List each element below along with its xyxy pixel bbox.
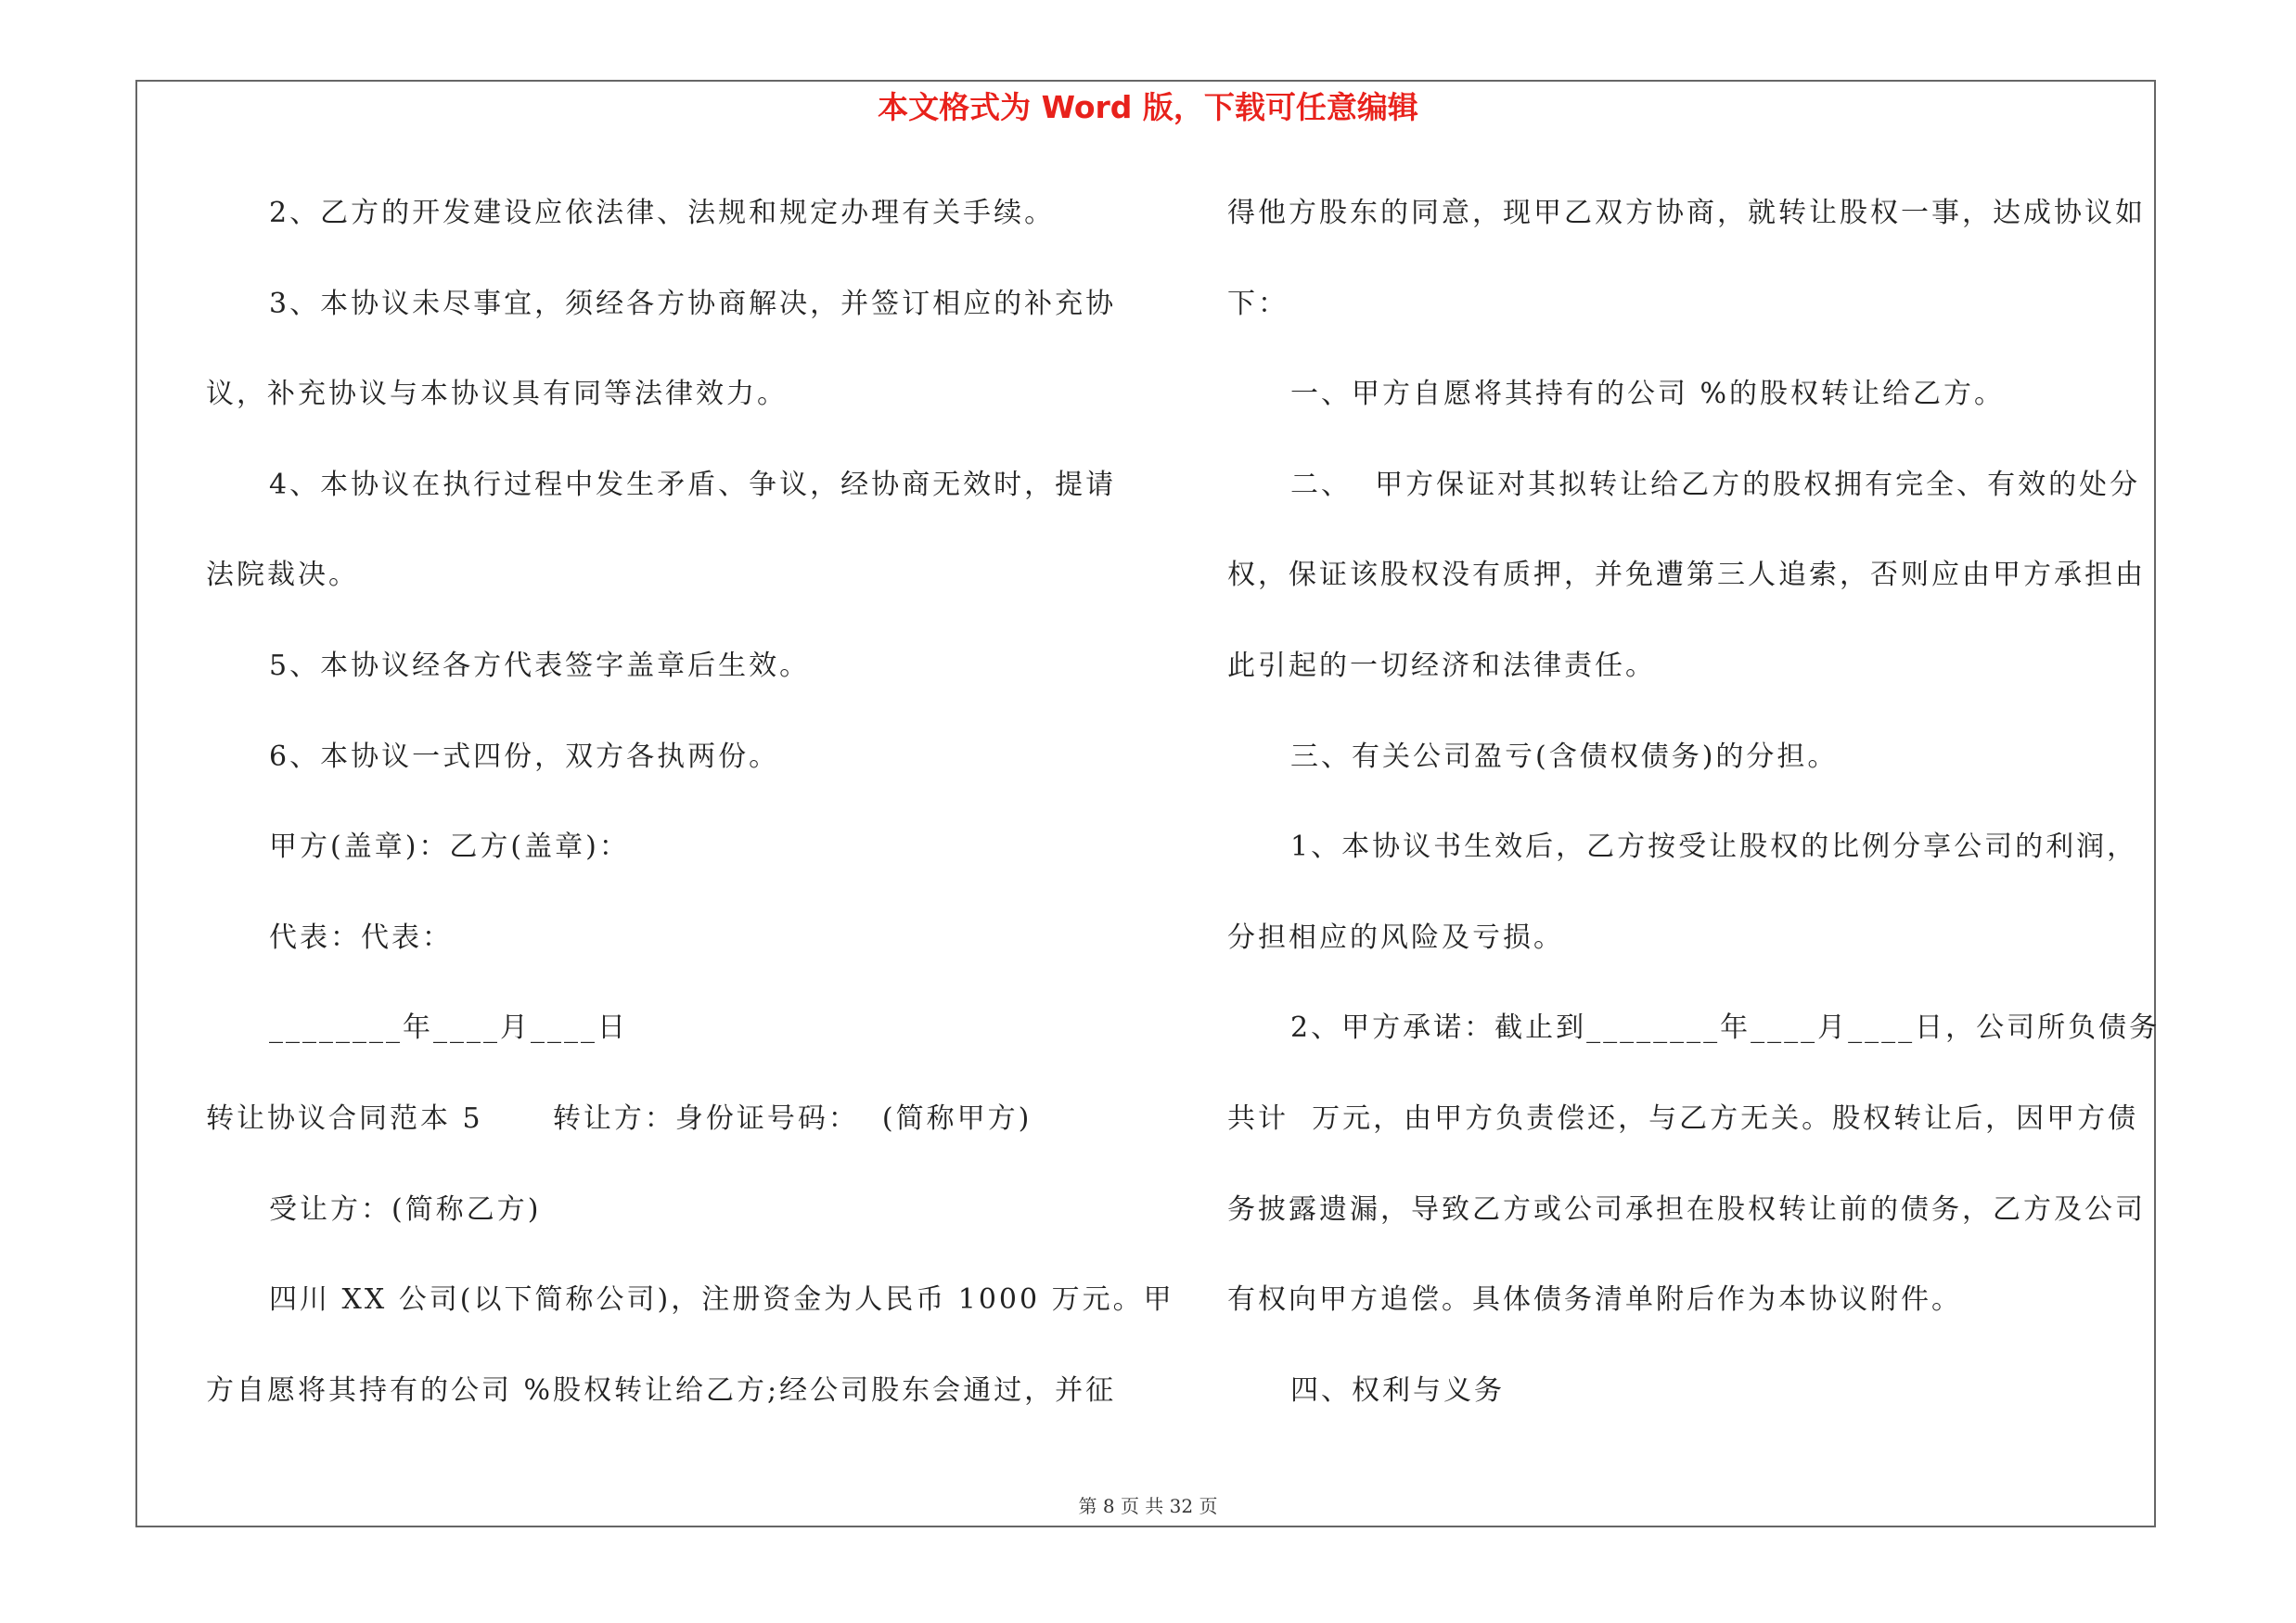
paragraph-line: 2、乙方的开发建设应依法律、法规和规定办理有关手续。 (269, 197, 1056, 229)
left-column (206, 186, 1174, 1453)
signature-line: 甲方(盖章)：乙方(盖章)： (269, 831, 630, 864)
paragraph-line: 方自愿将其持有的公司 %股权转让给乙方;经公司股东会通过，并征 (206, 1373, 1117, 1407)
representative-line: 代表：代表： (269, 921, 453, 954)
paragraph-line: 2、甲方承诺：截止到________年____月____日，公司所负债务 (1290, 1011, 2161, 1045)
paragraph-line: 下： (1227, 287, 1289, 320)
paragraph-line: 5、本协议经各方代表签字盖章后生效。 (269, 649, 811, 682)
clause-heading: 二、 甲方保证对其拟转让给乙方的股权拥有完全、有效的处分 (1290, 468, 2141, 501)
paragraph-line: 此引起的一切经济和法律责任。 (1227, 649, 1656, 682)
paragraph-line: 法院裁决。 (206, 559, 359, 592)
paragraph-line: 共计 万元，由甲方负责偿还，与乙方无关。股权转让后，因甲方债 (1227, 1101, 2139, 1135)
clause-heading: 四、权利与义务 (1290, 1373, 1505, 1407)
paragraph-line: 3、本协议未尽事宜，须经各方协商解决，并签订相应的补充协 (269, 287, 1117, 320)
paragraph-line: 6、本协议一式四份，双方各执两份。 (269, 740, 780, 773)
right-column (1227, 186, 2161, 1453)
paragraph-line: 分担相应的风险及亏损。 (1227, 921, 1564, 954)
paragraph-line: 务披露遗漏，导致乙方或公司承担在股权转让前的债务，乙方及公司 (1227, 1192, 2146, 1226)
paragraph-line: 4、本协议在执行过程中发生矛盾、争议，经协商无效时，提请 (269, 468, 1117, 501)
paragraph-line: 1、本协议书生效后，乙方按受让股权的比例分享公司的利润， (1290, 831, 2138, 864)
clause-heading: 三、有关公司盈亏(含债权债务)的分担。 (1290, 740, 1839, 773)
paragraph-line: 得他方股东的同意，现甲乙双方协商，就转让股权一事，达成协议如 (1227, 197, 2146, 229)
paragraph-line: 四川 XX 公司(以下简称公司)，注册资金为人民币 1000 万元。甲 (269, 1283, 1174, 1317)
date-line: ________年____月____日 (269, 1011, 628, 1045)
word-format-banner: 本文格式为 Word 版，下载可任意编辑 (878, 89, 1418, 125)
clause-heading: 一、甲方自愿将其持有的公司 %的股权转让给乙方。 (1290, 378, 2006, 411)
contract-sample-heading: 转让协议合同范本 5 转让方：身份证号码： (简称甲方) (206, 1101, 1033, 1135)
paragraph-line: 受让方：(简称乙方) (269, 1192, 542, 1226)
page-number-footer: 第 8 页 共 32 页 (1078, 1495, 1218, 1517)
paragraph-line: 议，补充协议与本协议具有同等法律效力。 (206, 378, 788, 411)
paragraph-line: 权，保证该股权没有质押，并免遭第三人追索，否则应由甲方承担由 (1227, 559, 2146, 592)
paragraph-line: 有权向甲方追偿。具体债务清单附后作为本协议附件。 (1227, 1283, 1962, 1317)
